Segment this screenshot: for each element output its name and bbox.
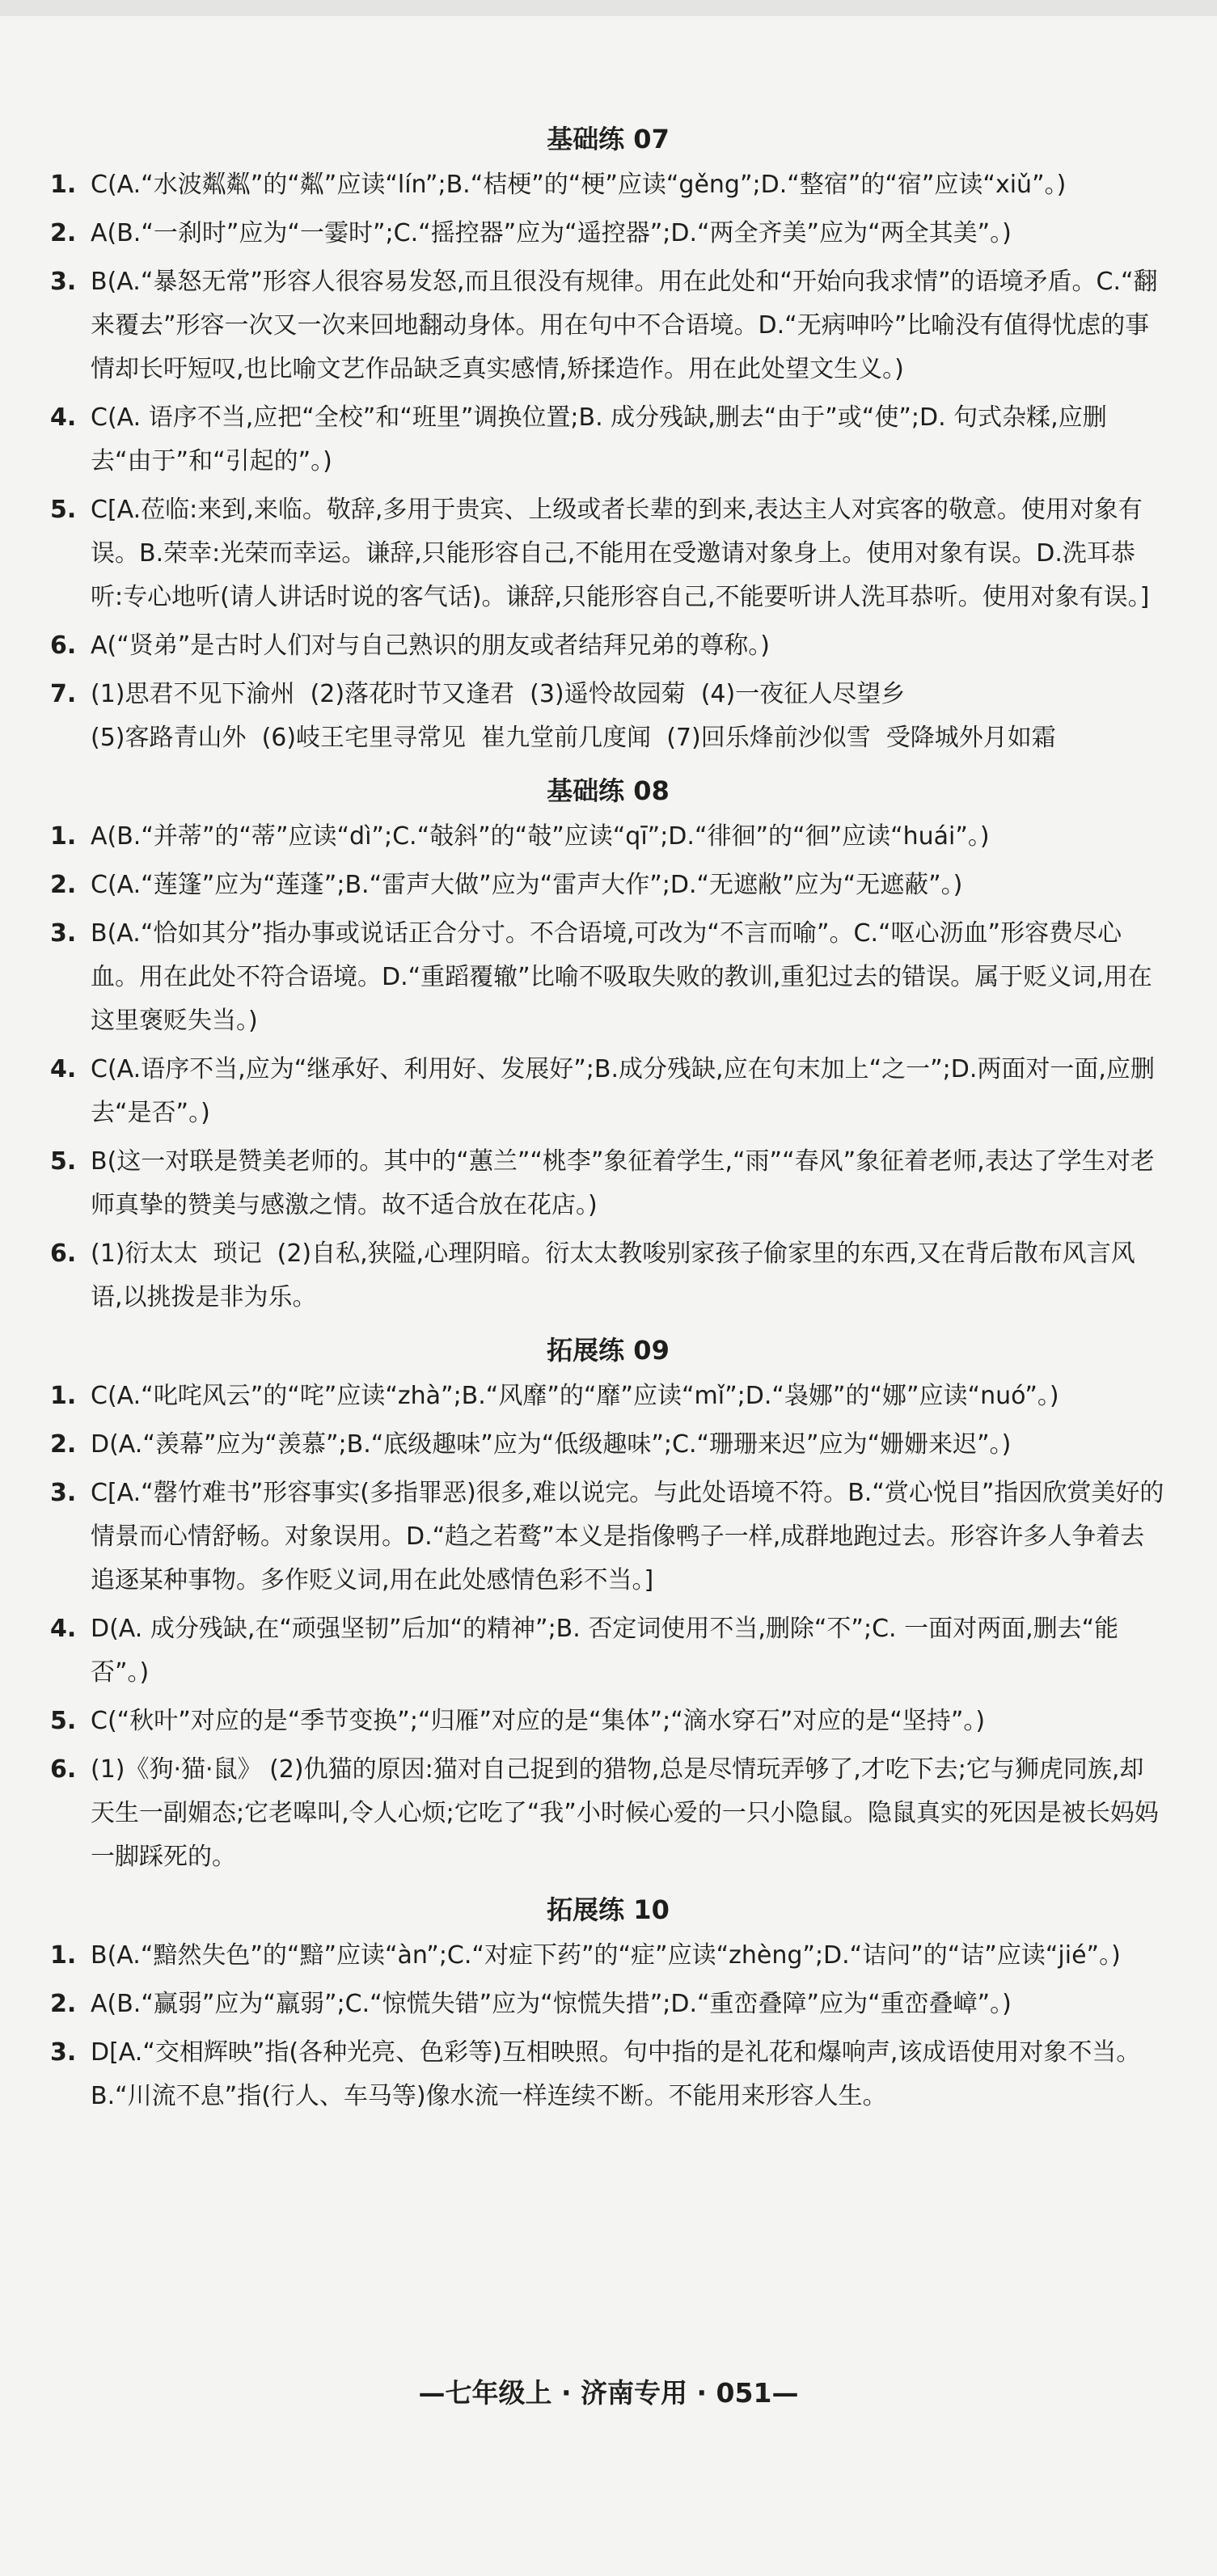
section-title: 拓展练 09 bbox=[547, 1335, 670, 1366]
answer-number: 2. bbox=[50, 871, 77, 899]
answer-item bbox=[50, 1934, 1166, 1978]
answer-text: A(B.“并蒂”的“蒂”应读“dì”;C.“攲斜”的“攲”应读“qī”;D.“徘徊”的“徊”应读“huái”。) bbox=[91, 822, 990, 851]
answer-item bbox=[50, 1607, 1166, 1695]
answer-number: 1. bbox=[50, 171, 77, 199]
answer-item bbox=[50, 212, 1166, 255]
answer-item bbox=[50, 260, 1166, 391]
answer-number: 2. bbox=[50, 1430, 77, 1459]
answer-number: 2. bbox=[50, 219, 77, 247]
answer-item bbox=[50, 396, 1166, 484]
answer-number: 6. bbox=[50, 1239, 77, 1268]
page-footer: —七年级上 · 济南专用 · 051— bbox=[418, 2377, 799, 2409]
answer-number: 2. bbox=[50, 1990, 77, 2018]
answer-number: 5. bbox=[50, 1707, 77, 1735]
answer-text: D(A.“羡幕”应为“羡慕”;B.“底级趣味”应为“低级趣味”;C.“珊珊来迟”应为“姗姗来迟”。) bbox=[91, 1430, 1012, 1459]
answer-item bbox=[50, 1983, 1166, 2026]
answer-item bbox=[50, 1375, 1166, 1418]
answer-number: 4. bbox=[50, 403, 77, 432]
answer-number: 3. bbox=[50, 268, 77, 296]
answer-number: 6. bbox=[50, 1755, 77, 1784]
answer-number: 4. bbox=[50, 1615, 77, 1643]
section-title: 拓展练 10 bbox=[547, 1894, 670, 1925]
answer-item bbox=[50, 1472, 1166, 1603]
section-title: 基础练 07 bbox=[547, 124, 670, 154]
answer-text: (1)思君不见下渝州 (2)落花时节又逢君 (3)遥怜故园菊 (4)一夜征人尽望乡 (5)客路青山外 (6)岐王宅里寻常见 崔九堂前几度闻 (7)回乐烽前沙似雪 受降城外月如霜 bbox=[91, 680, 1056, 752]
answer-text: (1)《狗·猫·鼠》 (2)仇猫的原因:猫对自己捉到的猎物,总是尽情玩弄够了,才吃下去;它与狮虎同族,却天生一副媚态;它老嗥叫,令人心烦;它吃了“我”小时候心爱的一只小隐鼠。隐鼠真实的死因是被长妈妈一脚踩死的。 bbox=[91, 1755, 1159, 1871]
answer-text: B(A.“暴怒无常”形容人很容易发怒,而且很没有规律。用在此处和“开始向我求情”的语境矛盾。C.“翻来覆去”形容一次又一次来回地翻动身体。用在句中不合语境。D.“无病呻吟”比喻没有值得忧虑的事情却长吁短叹,也比喻文艺作品缺乏真实感情,矫揉造作。用在此处望文生义。) bbox=[91, 268, 1158, 383]
answer-text: C(A. 语序不当,应把“全校”和“班里”调换位置;B. 成分残缺,删去“由于”或“使”;D. 句式杂糅,应删去“由于”和“引起的”。) bbox=[91, 403, 1107, 475]
answer-text: B(A.“黯然失色”的“黯”应读“àn”;C.“对症下药”的“症”应读“zhèng”;D.“诘问”的“诘”应读“jié”。) bbox=[91, 1941, 1121, 1970]
answer-item bbox=[50, 624, 1166, 668]
answer-item bbox=[50, 864, 1166, 907]
answer-number: 5. bbox=[50, 496, 77, 524]
answer-number: 3. bbox=[50, 2038, 77, 2067]
answer-text: A(“贤弟”是古时人们对与自己熟识的朋友或者结拜兄弟的尊称。) bbox=[91, 631, 771, 660]
answer-text: C(A.语序不当,应为“继承好、利用好、发展好”;B.成分残缺,应在句末加上“之一”;D.两面对一面,应删去“是否”。) bbox=[91, 1055, 1155, 1127]
answer-text: D[A.“交相辉映”指(各种光亮、色彩等)互相映照。句中指的是礼花和爆响声,该成语使用对象不当。B.“川流不息”指(行人、车马等)像水流一样连续不断。不能用来形容人生。 bbox=[91, 2038, 1141, 2110]
answer-number: 6. bbox=[50, 631, 77, 660]
answer-item bbox=[50, 1748, 1166, 1879]
answer-item bbox=[50, 1048, 1166, 1135]
answer-text: B(A.“恰如其分”指办事或说话正合分寸。不合语境,可改为“不言而喻”。C.“呕心沥血”形容费尽心血。用在此处不符合语境。D.“重蹈覆辙”比喻不吸取失败的教训,重犯过去的错误。属于贬义词,用在这里褒贬失当。) bbox=[91, 919, 1152, 1035]
answer-text: B(这一对联是赞美老师的。其中的“蕙兰”“桃李”象征着学生,“雨”“春风”象征着老师,表达了学生对老师真挚的赞美与感激之情。故不适合放在花店。) bbox=[91, 1147, 1155, 1219]
answer-text: C(“秋叶”对应的是“季节变换”;“归雁”对应的是“集体”;“滴水穿石”对应的是“坚持”。) bbox=[91, 1707, 986, 1735]
answer-text: C(A.“叱咤风云”的“咤”应读“zhà”;B.“风靡”的“靡”应读“mǐ”;D.“袅娜”的“娜”应读“nuó”。) bbox=[91, 1382, 1059, 1410]
section-title: 基础练 08 bbox=[547, 775, 670, 806]
answer-text: C[A.莅临:来到,来临。敬辞,多用于贵宾、上级或者长辈的到来,表达主人对宾客的敬意。使用对象有误。B.荣幸:光荣而幸运。谦辞,只能形容自己,不能用在受邀请对象身上。使用对象有误。D.洗耳恭听:专心地听(请人讲话时说的客气话)。谦辞,只能形容自己,不能要听讲人洗耳恭听。使用对象有误。] bbox=[91, 496, 1150, 611]
answer-number: 3. bbox=[50, 1479, 77, 1507]
answer-item bbox=[50, 2031, 1166, 2118]
answer-text: C(A.“水波粼粼”的“粼”应读“lín”;B.“桔梗”的“梗”应读“gěng”;D.“整宿”的“宿”应读“xiǔ”。) bbox=[91, 171, 1067, 199]
answer-text: C[A.“罄竹难书”形容事实(多指罪恶)很多,难以说完。与此处语境不符。B.“赏心悦目”指因欣赏美好的情景而心情舒畅。对象误用。D.“趋之若鹜”本义是指像鸭子一样,成群地跑过去。形容许多人争着去追逐某种事物。多作贬义词,用在此处感情色彩不当。] bbox=[91, 1479, 1164, 1594]
answer-number: 5. bbox=[50, 1147, 77, 1176]
answer-item bbox=[50, 488, 1166, 619]
answer-item bbox=[50, 1423, 1166, 1467]
answer-number: 3. bbox=[50, 919, 77, 948]
answer-number: 1. bbox=[50, 1382, 77, 1410]
answer-item bbox=[50, 163, 1166, 207]
answer-number: 1. bbox=[50, 1941, 77, 1970]
answer-text: (1)衍太太 琐记 (2)自私,狭隘,心理阴暗。衍太太教唆别家孩子偷家里的东西,又在背后散布风言风语,以挑拨是非为乐。 bbox=[91, 1239, 1135, 1311]
answer-number: 7. bbox=[50, 680, 77, 708]
answer-item bbox=[50, 673, 1166, 760]
answer-item bbox=[50, 1700, 1166, 1743]
answer-number: 1. bbox=[50, 822, 77, 851]
answer-text: A(B.“一刹时”应为“一霎时”;C.“摇控器”应为“遥控器”;D.“两全齐美”应为“两全其美”。) bbox=[91, 219, 1012, 247]
top-scan-band bbox=[0, 0, 1217, 16]
answer-content bbox=[50, 121, 1166, 2123]
answer-item bbox=[50, 1232, 1166, 1320]
answer-item bbox=[50, 1140, 1166, 1227]
answer-number: 4. bbox=[50, 1055, 77, 1083]
answer-item bbox=[50, 815, 1166, 859]
answer-item bbox=[50, 912, 1166, 1043]
answer-text: D(A. 成分残缺,在“顽强坚韧”后加“的精神”;B. 否定词使用不当,删除“不”;C. 一面对两面,删去“能否”。) bbox=[91, 1615, 1119, 1687]
answer-text: A(B.“赢弱”应为“羸弱”;C.“惊慌失错”应为“惊慌失措”;D.“重峦叠障”应为“重峦叠嶂”。) bbox=[91, 1990, 1012, 2018]
answer-text: C(A.“莲篷”应为“莲蓬”;B.“雷声大做”应为“雷声大作”;D.“无遮敝”应为“无遮蔽”。) bbox=[91, 871, 963, 899]
